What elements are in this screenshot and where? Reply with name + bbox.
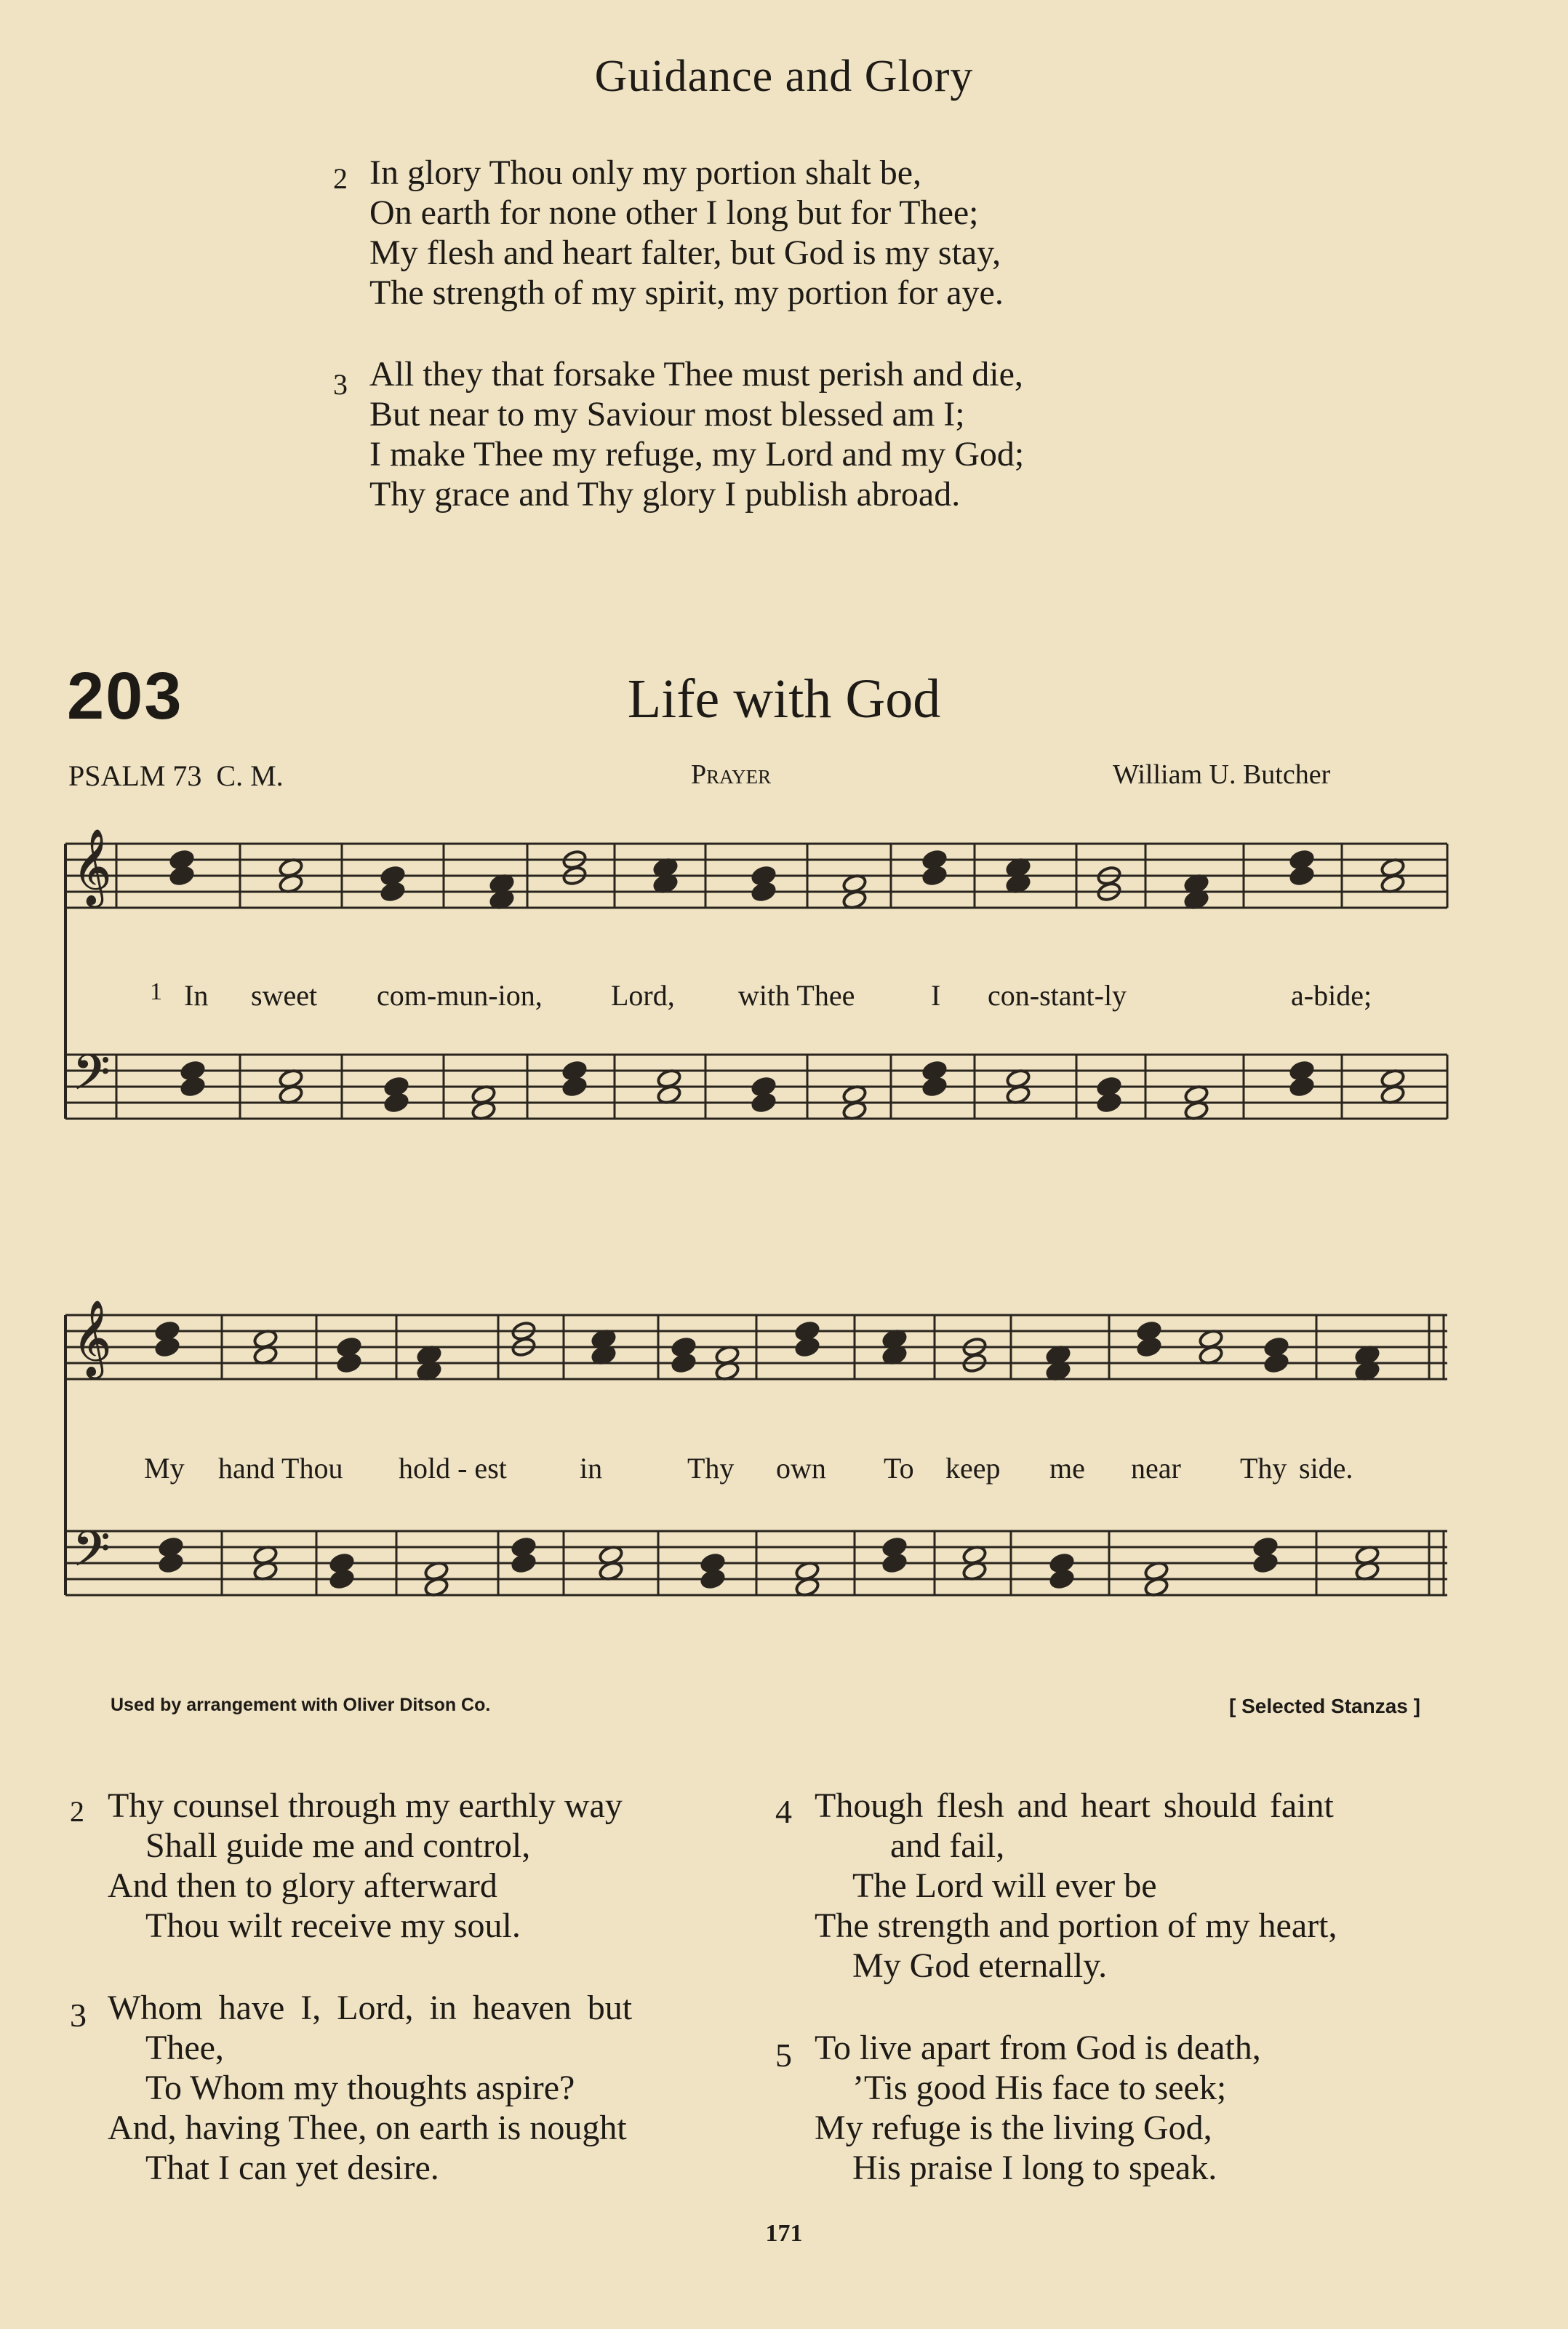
stanza-line: On earth for none other I long but for Thee;	[369, 193, 979, 232]
stanza-number: 3	[333, 368, 348, 401]
stanza-line: To Whom my thoughts aspire?	[145, 2069, 575, 2107]
stanza-line: The Lord will ever be	[852, 1866, 1157, 1905]
lyric-syllable: com-mun-ion,	[377, 979, 543, 1012]
lyric-syllable: con-stant-ly	[988, 979, 1127, 1012]
lyric-syllable: side.	[1299, 1452, 1353, 1485]
note-head	[700, 1568, 725, 1589]
lyric-syllable: me	[1049, 1452, 1085, 1485]
stanza-line: But near to my Saviour most blessed am I;	[369, 395, 965, 434]
stanza-line: Thou wilt receive my soul.	[145, 1906, 521, 1945]
note-head	[751, 881, 776, 902]
composer: William U. Butcher	[1113, 759, 1331, 790]
stanza-5	[775, 2028, 1261, 2188]
lyric-syllable: a-bide;	[1291, 979, 1372, 1012]
page-number: 171	[765, 2220, 803, 2247]
bass-clef-icon: 𝄢	[73, 1521, 111, 1589]
bass-clef-icon: 𝄢	[73, 1044, 111, 1112]
stanza-line: In glory Thou only my portion shalt be,	[369, 153, 922, 192]
note-head	[158, 1552, 183, 1573]
lyric-syllable: Thy	[687, 1452, 735, 1485]
hymn-number: 203	[67, 659, 183, 733]
stanza-4	[775, 1786, 1337, 1986]
lyric-syllable: near	[1131, 1452, 1181, 1485]
stanza-number: 5	[775, 2037, 792, 2074]
lyric-syllable: Thy	[1240, 1452, 1287, 1485]
stanza-line: Whom have I, Lord, in heaven but	[108, 1989, 633, 2027]
note-head	[1096, 1092, 1121, 1113]
note-head	[1263, 1352, 1289, 1373]
note-head	[380, 881, 405, 902]
lyric-syllable: in	[580, 1452, 603, 1485]
stanza-number: 4	[775, 1793, 792, 1830]
stanza-line: The strength and portion of my heart,	[815, 1906, 1337, 1945]
note-head	[794, 1336, 820, 1357]
note-head	[180, 1076, 205, 1097]
copyright-credit: Used by arrangement with Oliver Ditson Co.	[111, 1695, 491, 1715]
meter: C. M.	[216, 759, 284, 792]
stanza-line: My God eternally.	[852, 1946, 1108, 1985]
stanza-line: ’Tis good His face to seek;	[852, 2069, 1227, 2107]
lyric-verse-number: 1	[150, 978, 162, 1005]
stanza-line: His praise I long to speak.	[852, 2149, 1217, 2187]
hymn-title: Life with God	[627, 668, 941, 730]
treble-clef-icon: 𝄞	[73, 1300, 112, 1376]
stanza-line: And, having Thee, on earth is nought	[108, 2109, 627, 2147]
stanza-3	[70, 1988, 633, 2188]
stanza-line: Though flesh and heart should faint	[815, 1786, 1334, 1825]
lyric-syllable: To	[884, 1452, 914, 1485]
note-head	[511, 1552, 536, 1573]
lyric-syllable: hand Thou	[218, 1452, 343, 1485]
psalm-reference: PSALM 73	[68, 759, 202, 792]
stanza-line: To live apart from God is death,	[815, 2029, 1261, 2067]
note-head	[1049, 1568, 1074, 1589]
stanza-line: The strength of my spirit, my portion for aye.	[369, 273, 1004, 312]
note-head	[561, 1076, 587, 1097]
note-head	[383, 1092, 409, 1113]
stanza-line: That I can yet desire.	[145, 2149, 439, 2187]
stanza-2	[70, 1786, 623, 1946]
note-head	[921, 1076, 947, 1097]
stanza-line: My flesh and heart falter, but God is my stay,	[369, 233, 1001, 272]
stanza-line: Thee,	[145, 2029, 224, 2067]
note-head	[169, 865, 194, 886]
stanza-line: My refuge is the living God,	[815, 2109, 1212, 2147]
note-head	[881, 1552, 907, 1573]
note-head	[751, 1092, 776, 1113]
note-head	[1289, 1076, 1314, 1097]
stanza-line: Thy grace and Thy glory I publish abroad.	[369, 475, 961, 514]
lyric-syllable: Lord,	[611, 979, 675, 1012]
note-head	[329, 1568, 354, 1589]
selected-stanzas-note: [ Selected Stanzas ]	[1229, 1695, 1420, 1717]
stanza-line: and fail,	[890, 1826, 1005, 1865]
note-head	[336, 1352, 361, 1373]
stanza-number: 2	[333, 162, 348, 195]
note-head	[671, 1352, 696, 1373]
lyric-syllable: with Thee	[738, 979, 855, 1012]
stanza-line: Shall guide me and control,	[145, 1826, 531, 1865]
note-head	[154, 1336, 180, 1357]
lyric-syllable: keep	[945, 1452, 1001, 1485]
tune-name: Prayer	[691, 759, 772, 790]
lyric-syllable: sweet	[251, 979, 318, 1012]
running-head: Guidance and Glory	[594, 52, 974, 101]
lyric-syllable: own	[776, 1452, 826, 1485]
note-head	[1136, 1336, 1161, 1357]
stanza-line: I make Thee my refuge, my Lord and my God;	[369, 435, 1025, 474]
treble-clef-icon: 𝄞	[73, 828, 112, 905]
stanza-line: Thy counsel through my earthly way	[108, 1786, 623, 1825]
stanza-line: All they that forsake Thee must perish and die,	[369, 355, 1023, 394]
note-head	[1289, 865, 1314, 886]
note-head	[921, 865, 947, 886]
lyric-syllable: I	[931, 979, 941, 1012]
stanza-line: And then to glory afterward	[108, 1866, 497, 1905]
stanza-number: 2	[70, 1795, 84, 1828]
lyric-syllable: hold - est	[399, 1452, 507, 1485]
stanza-number: 3	[70, 1997, 87, 2034]
note-head	[1252, 1552, 1278, 1573]
lyric-syllable: In	[184, 979, 209, 1012]
lyric-syllable: My	[144, 1452, 185, 1485]
